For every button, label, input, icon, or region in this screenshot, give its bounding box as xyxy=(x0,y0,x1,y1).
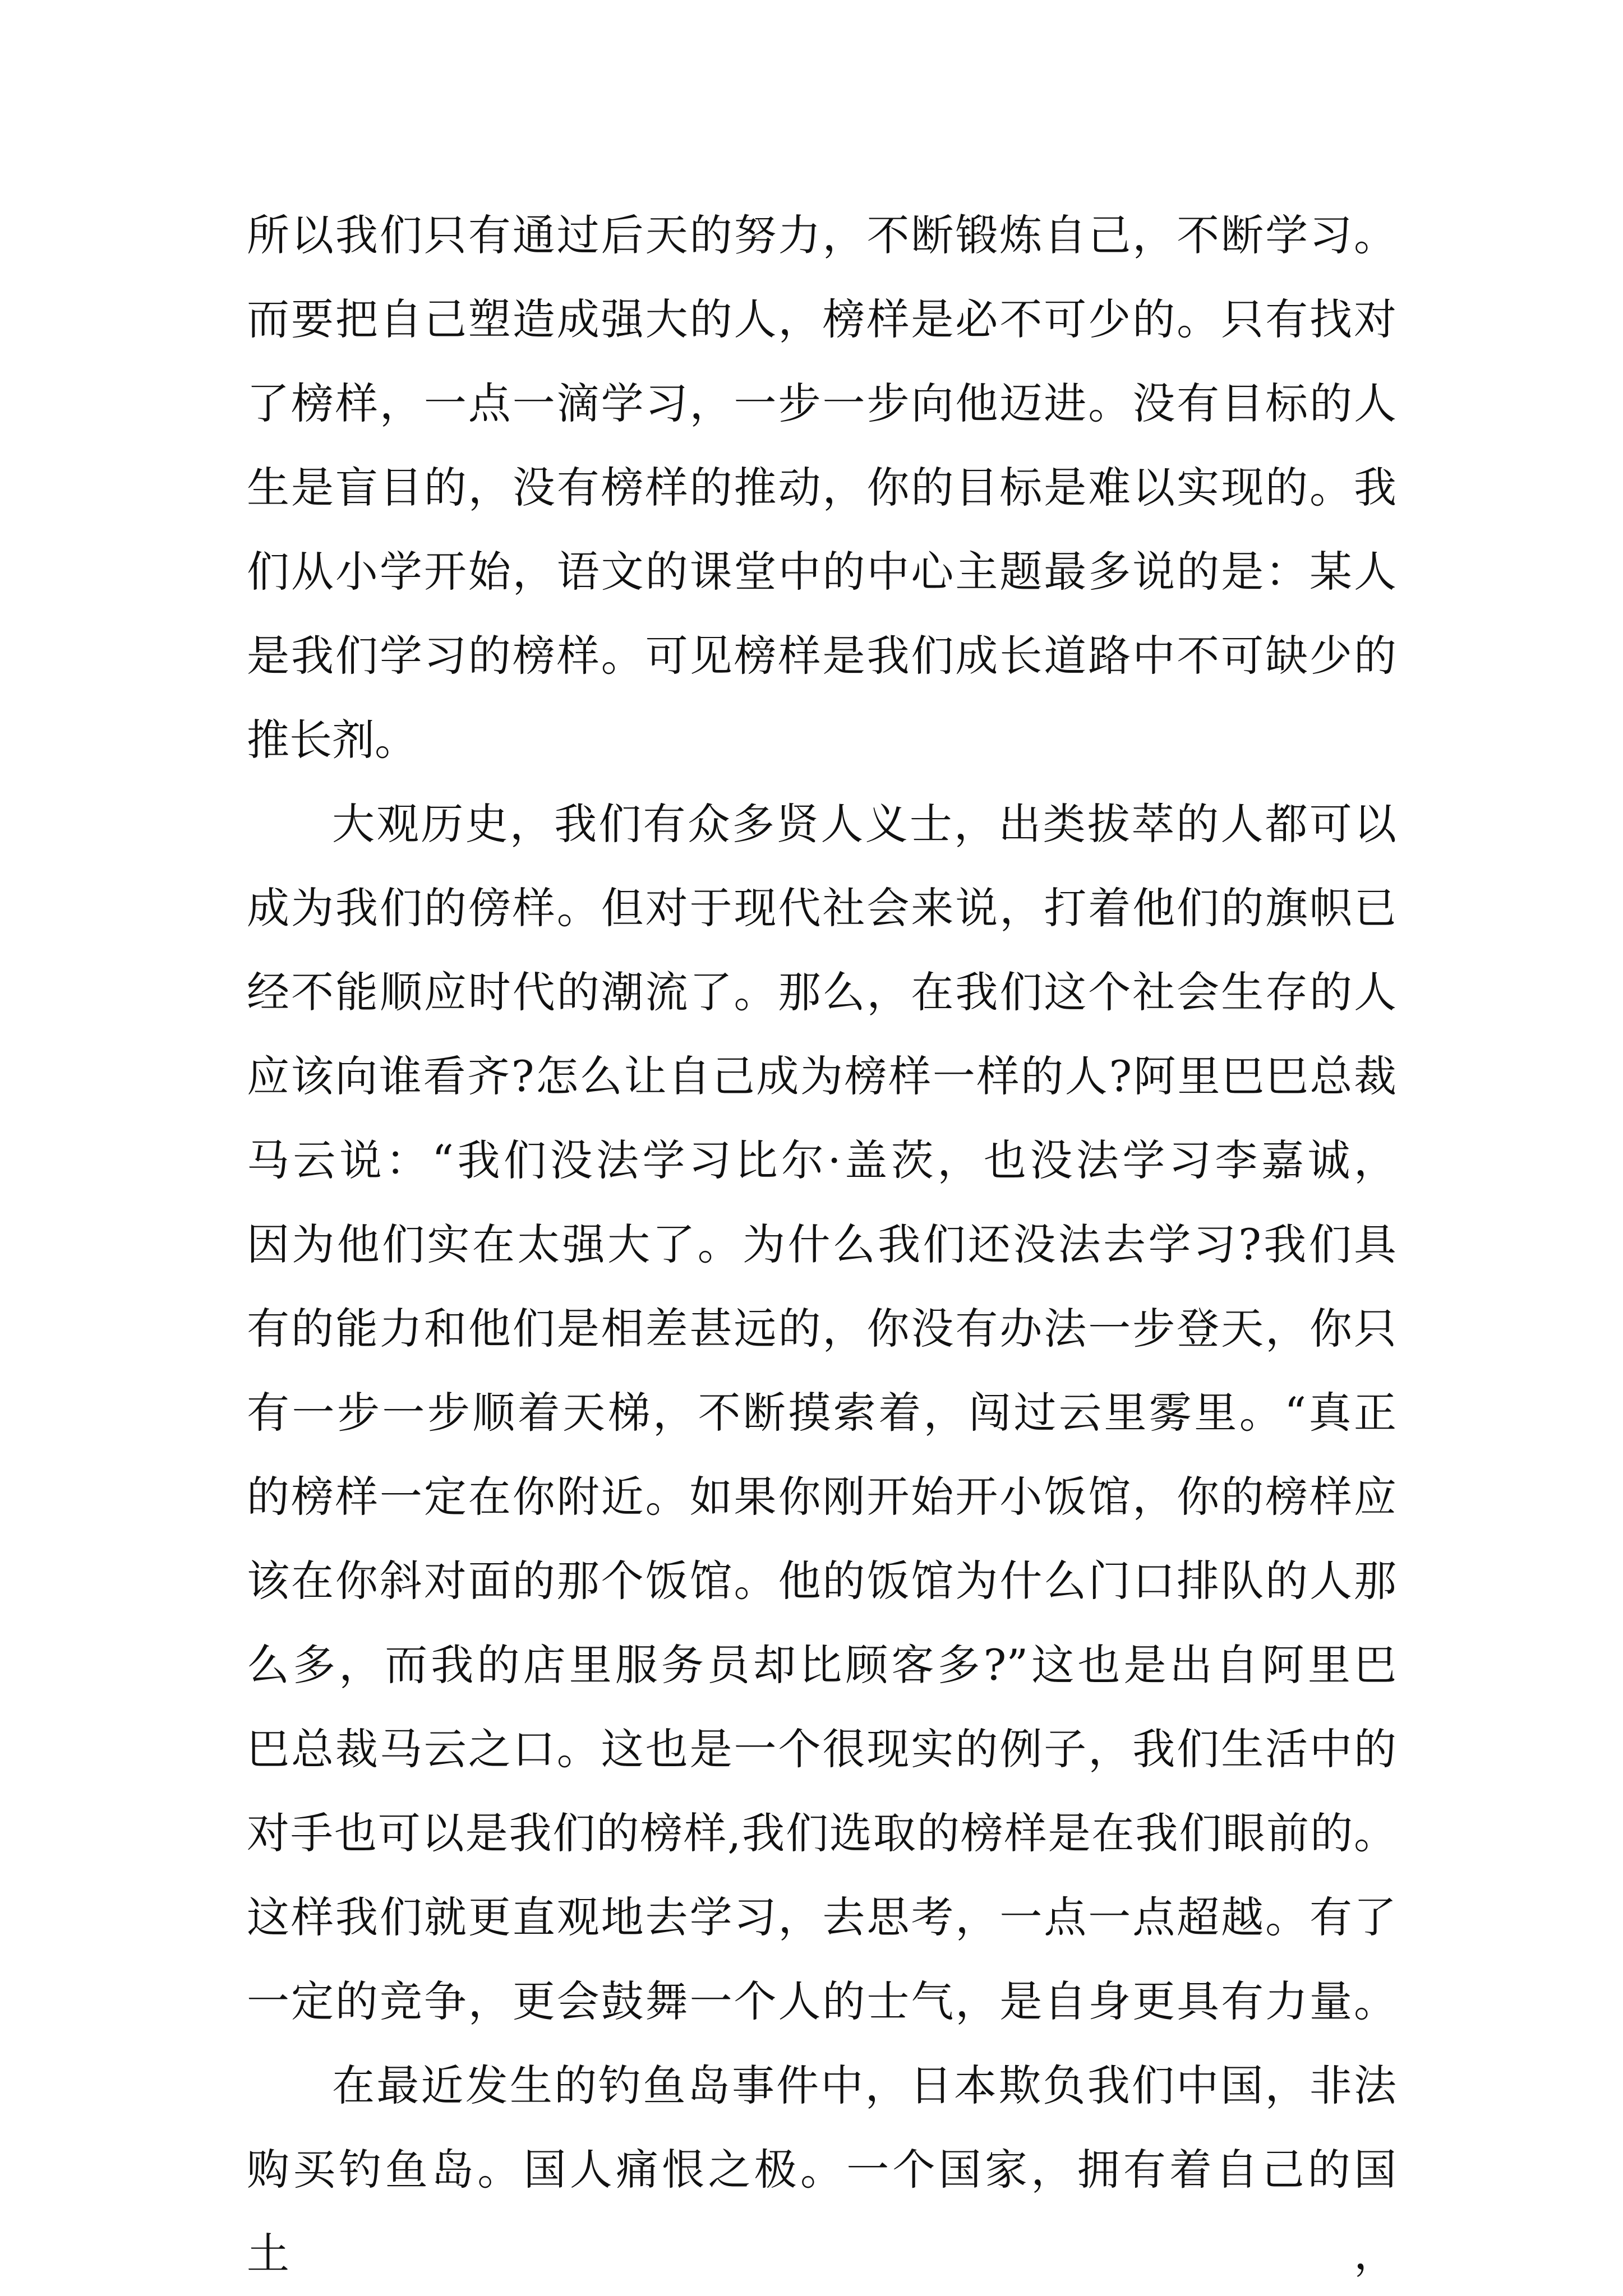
text-line: 大观历史，我们有众多贤人义士，出类拔萃的人都可以 xyxy=(332,799,1396,849)
text-line: 经不能顺应时代的潮流了。那么，在我们这个社会生存的人 xyxy=(247,967,1396,1017)
text-line: 购买钓鱼岛。国人痛恨之极。一个国家，拥有着自己的国土， xyxy=(247,2145,1396,2279)
text-line: 这样我们就更直观地去学习，去思考，一点一点超越。有了 xyxy=(247,1892,1396,1942)
text-line: 有一步一步顺着天梯，不断摸索着，闯过云里雾里。“真正 xyxy=(247,1388,1396,1438)
text-line: 巴总裁马云之口。这也是一个很现实的例子，我们生活中的 xyxy=(247,1724,1396,1774)
text-line: 该在你斜对面的那个饭馆。他的饭馆为什么门口排队的人那 xyxy=(247,1556,1396,1606)
text-line: 推长剂。 xyxy=(247,715,417,765)
text-line: 生是盲目的，没有榜样的推动，你的目标是难以实现的。我 xyxy=(247,463,1396,512)
text-line: 而要把自己塑造成强大的人，榜样是必不可少的。只有找对 xyxy=(247,294,1396,344)
text-line: 在最近发生的钓鱼岛事件中，日本欺负我们中国，非法 xyxy=(332,2061,1396,2110)
text-line: 所以我们只有通过后天的努力，不断锻炼自己，不断学习。 xyxy=(247,210,1396,260)
text-line: 么多，而我的店里服务员却比顾客多?”这也是出自阿里巴 xyxy=(247,1640,1396,1690)
text-line: 一定的竞争，更会鼓舞一个人的士气，是自身更具有力量。 xyxy=(247,1976,1396,2026)
text-line: 对手也可以是我们的榜样,我们选取的榜样是在我们眼前的。 xyxy=(247,1808,1396,1858)
text-line: 的榜样一定在你附近。如果你刚开始开小饭馆，你的榜样应 xyxy=(247,1472,1396,1522)
body-text xyxy=(247,193,1396,2279)
text-line: 因为他们实在太强大了。为什么我们还没法去学习?我们具 xyxy=(247,1219,1396,1269)
text-line: 们从小学开始，语文的课堂中的中心主题最多说的是：某人 xyxy=(247,547,1396,597)
text-line: 了榜样，一点一滴学习，一步一步向他迈进。没有目标的人 xyxy=(247,378,1396,428)
text-line: 成为我们的傍样。但对于现代社会来说，打着他们的旗帜已 xyxy=(247,883,1396,933)
text-line: 应该向谁看齐?怎么让自己成为榜样一样的人?阿里巴巴总裁 xyxy=(247,1051,1396,1101)
text-line: 马云说：“我们没法学习比尔·盖茨，也没法学习李嘉诚， xyxy=(247,1135,1396,1185)
text-line: 是我们学习的榜样。可见榜样是我们成长道路中不可缺少的 xyxy=(247,631,1396,681)
text-line: 有的能力和他们是相差甚远的，你没有办法一步登天，你只 xyxy=(247,1304,1396,1353)
